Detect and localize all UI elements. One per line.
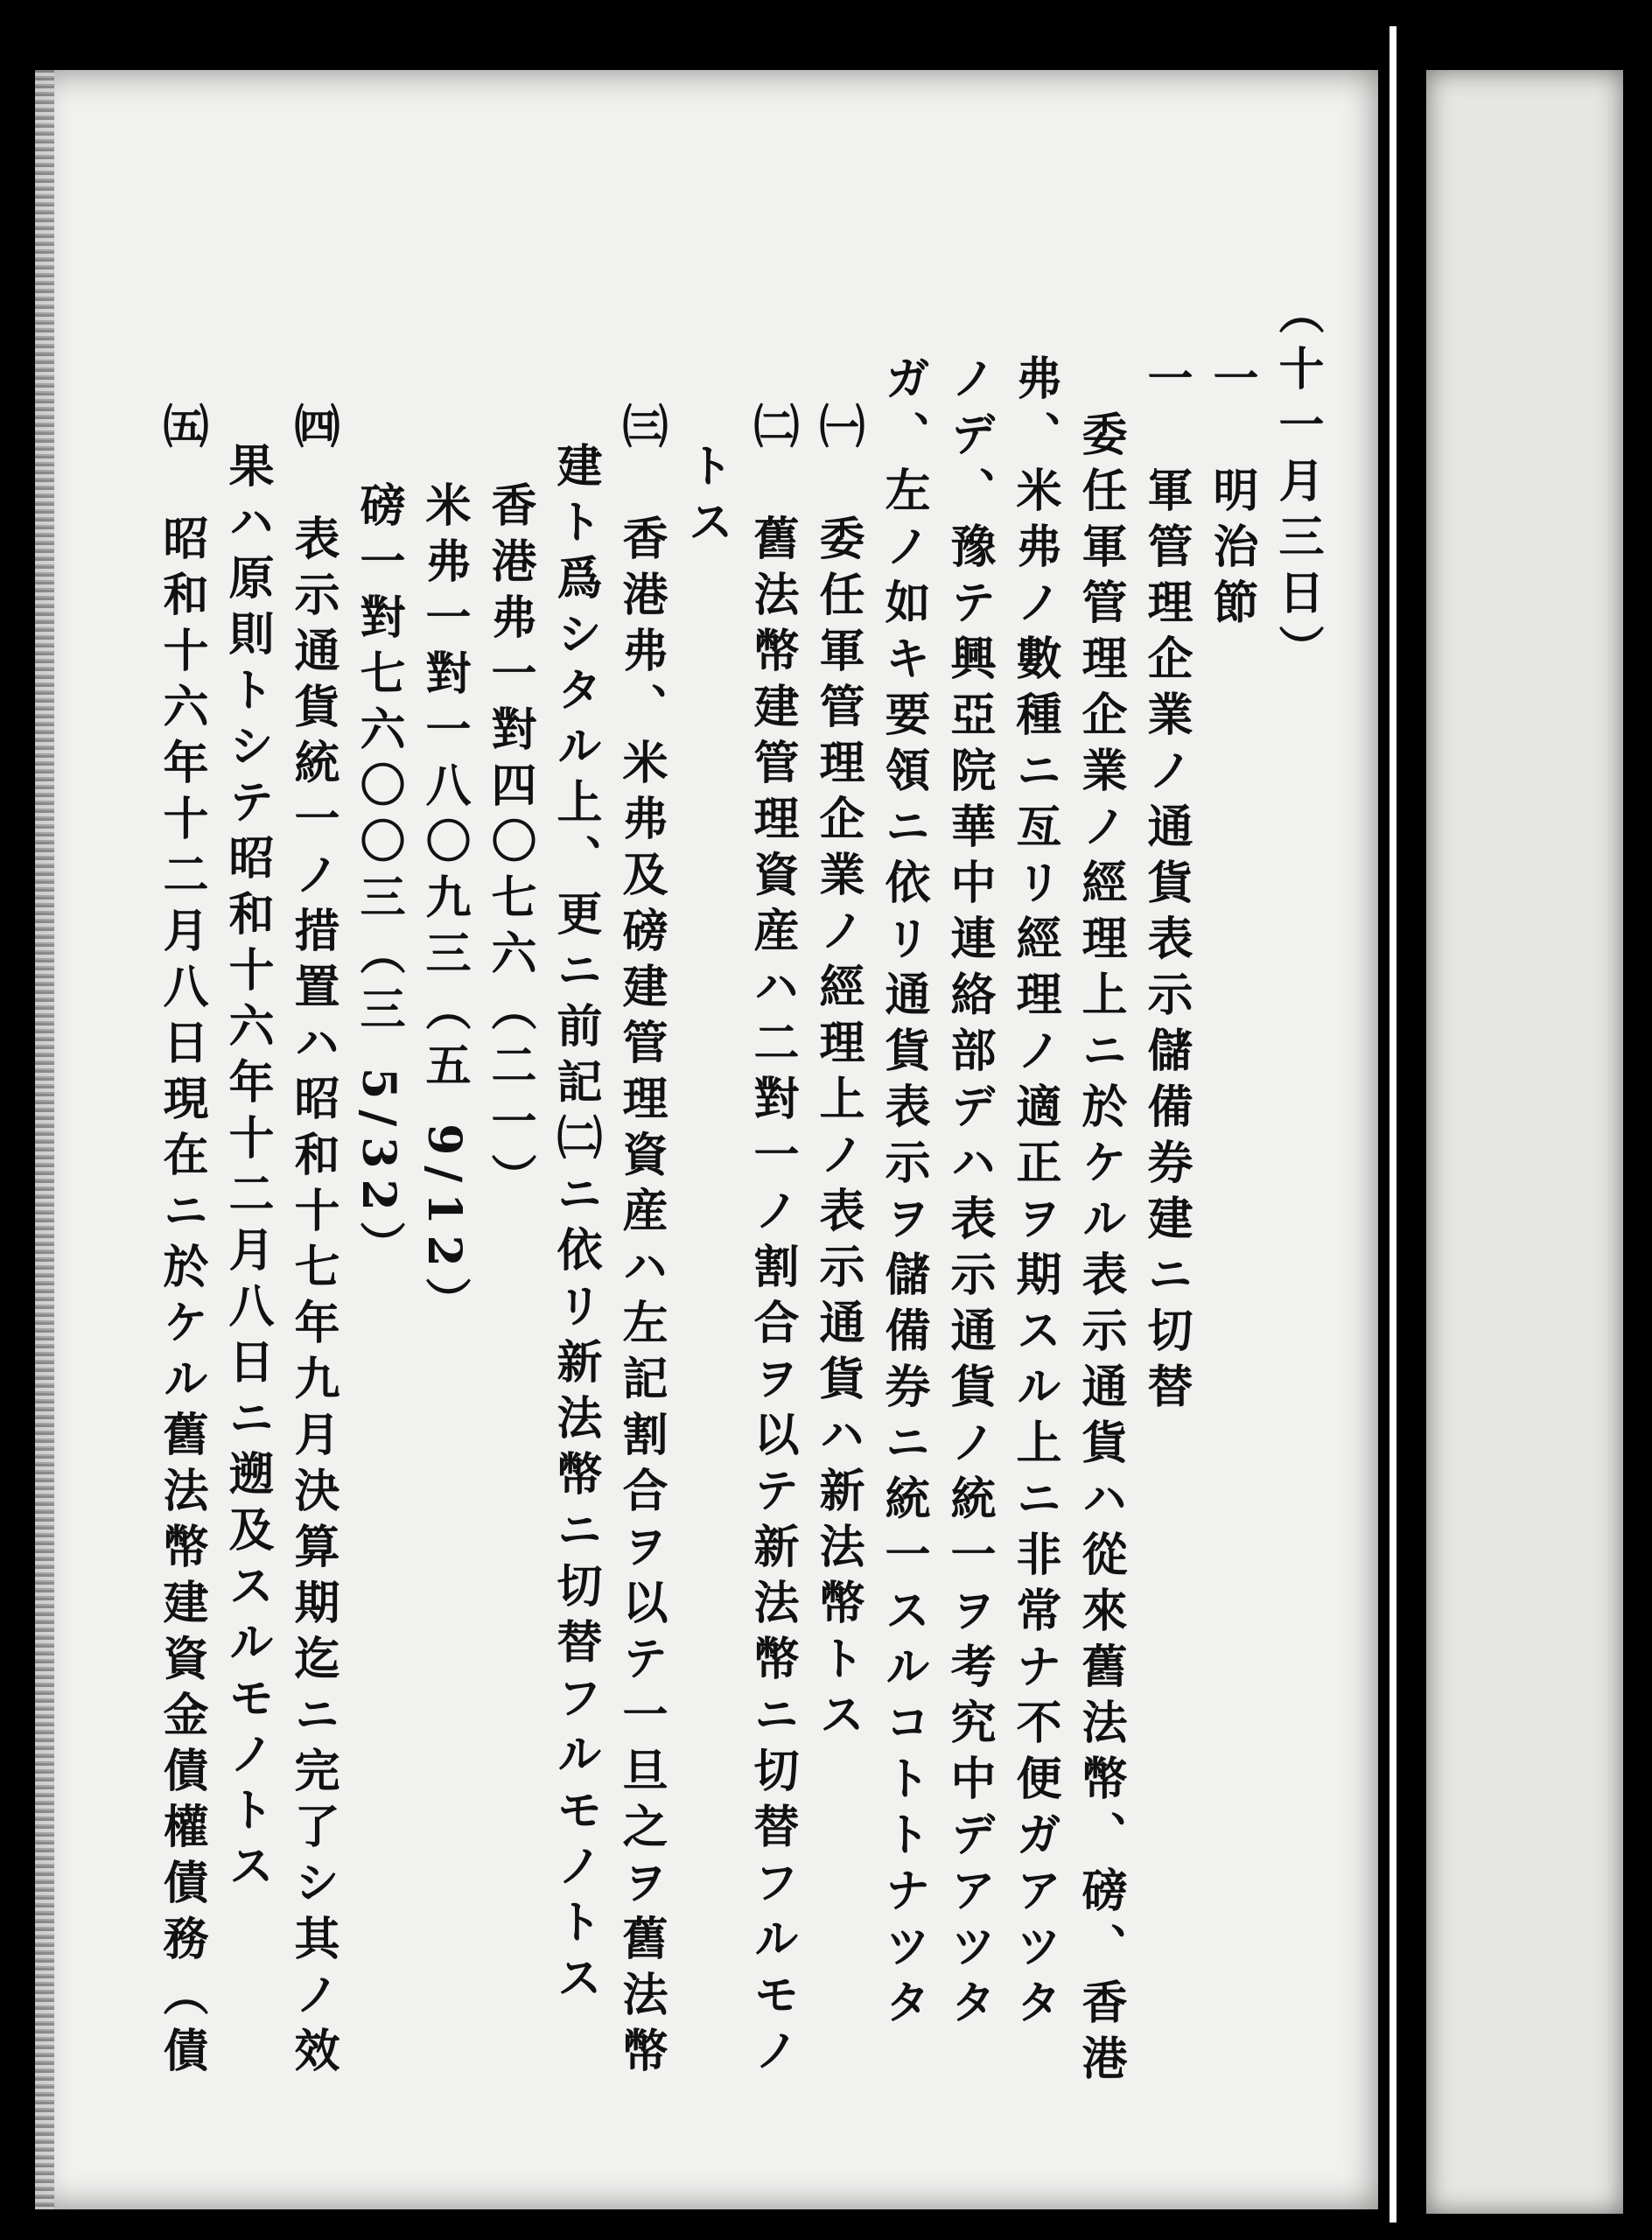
adjacent-page — [1426, 70, 1623, 2214]
paragraph-line: ノデ、豫テ興亞院華中連絡部デハ表示通貨ノ統一ヲ考究中デアツタ — [942, 354, 996, 2034]
sub-item-2: ㈡ 舊法幣建管理資産ハ二對一ノ割合ヲ以テ新法幣ニ切替フルモノ — [746, 402, 799, 2082]
paragraph-line: 弗、米弗ノ數種ニ亙リ經理ノ適正ヲ期スル上ニ非常ナ不便ガアツタ — [1008, 354, 1061, 2034]
rate-usd: 米弗一對一八〇九三（五 9/12） — [417, 481, 471, 1334]
paragraph-line: 委任軍管理企業ノ經理上ニ於ケル表示通貨ハ從來舊法幣、磅、香港 — [1074, 354, 1127, 2090]
document-body — [88, 289, 1330, 2090]
sub-item-5: ㈤ 昭和十六年十二月八日現在ニ於ケル舊法幣建資金債權債務（債 — [155, 402, 208, 2082]
sub-item-1: ㈠ 委任軍管理企業ノ經理上ノ表示通貨ハ新法幣トス — [811, 402, 864, 1746]
page-edge — [35, 70, 54, 2209]
paragraph-line: ガ、左ノ如キ要領ニ依リ通貨表示ヲ儲備券ニ統一スルコトトナツタ — [877, 354, 930, 2034]
sub-item-3-cont: 建ト爲シタル上、更ニ前記㈡ニ依リ新法幣ニ切替フルモノトス — [549, 442, 602, 2010]
sub-item-4-cont: 果ハ原則トシテ昭和十六年十二月八日ニ遡及スルモノトス — [220, 442, 274, 1898]
rate-gbp: 磅一對七六〇〇三（三 5/32） — [352, 481, 405, 1278]
sub-item-3: ㈢ 香港弗、米弗及磅建管理資産ハ左記割合ヲ以テ一旦之ヲ舊法幣 — [614, 402, 668, 2082]
sub-item-2-cont: トス — [680, 442, 733, 554]
item-holiday: 一 明治節 — [1205, 354, 1258, 634]
item-heading: 一 軍管理企業ノ通貨表示儲備券建ニ切替 — [1139, 354, 1193, 1418]
rate-hkd: 香港弗一對四〇七六（二一） — [483, 481, 536, 1209]
page-gutter — [1390, 26, 1396, 2222]
sub-item-4: ㈣ 表示通貨統一ノ措置ハ昭和十七年九月決算期迄ニ完了シ其ノ效 — [286, 402, 340, 2082]
date-heading: （十一月三日） — [1270, 289, 1324, 681]
